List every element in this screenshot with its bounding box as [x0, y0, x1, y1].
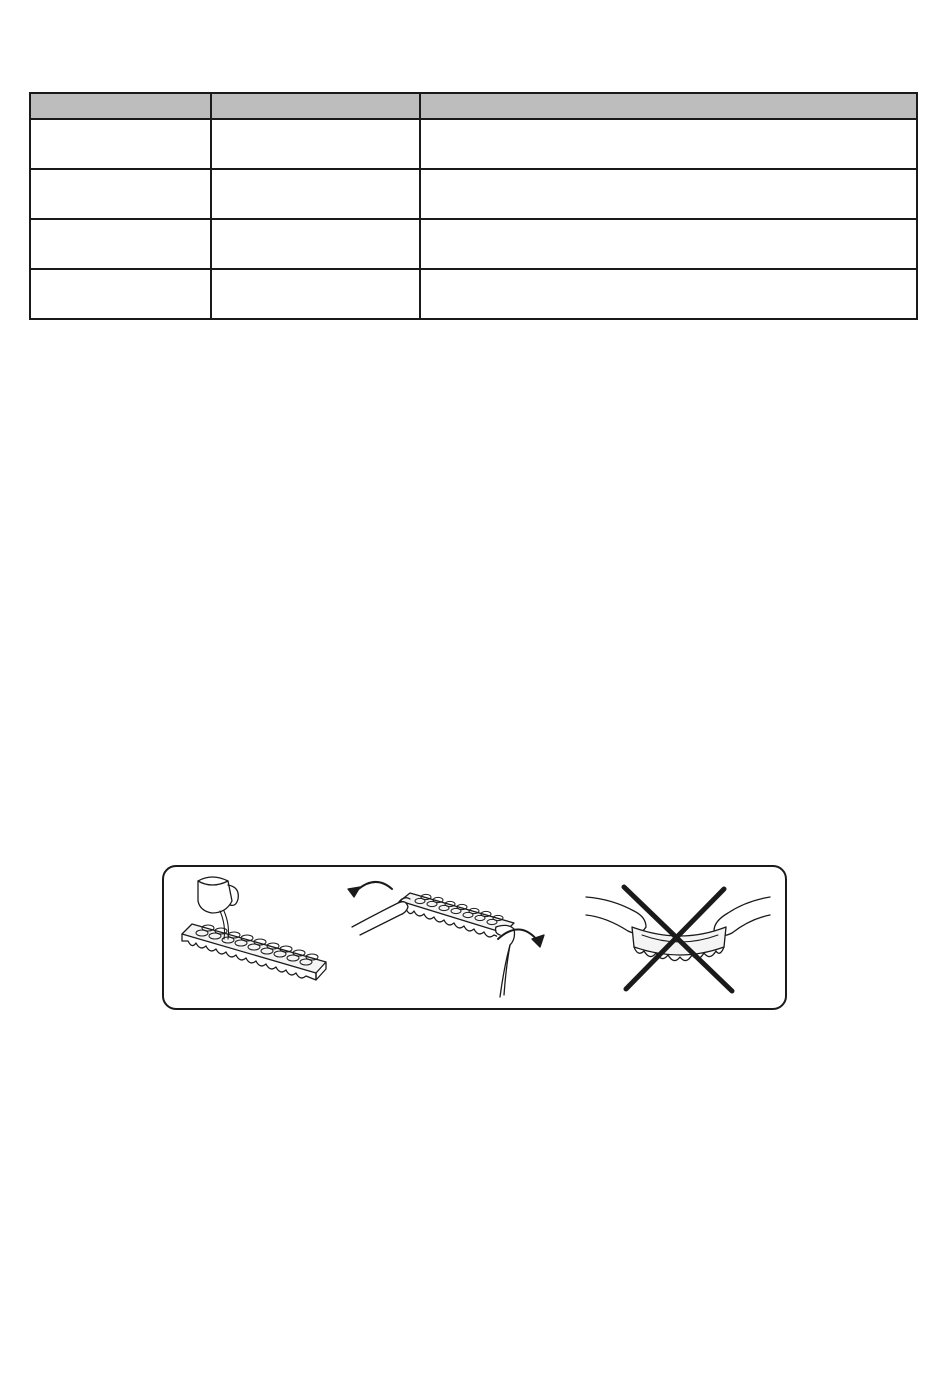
- table-cell: [30, 119, 211, 169]
- table-header-cell: [420, 93, 917, 119]
- table-cell: [30, 219, 211, 269]
- table-cell: [211, 219, 420, 269]
- ice-tray-instructions-panel: [162, 865, 787, 1010]
- table-header-row: [30, 93, 917, 119]
- table-header-cell: [211, 93, 420, 119]
- hands-twisting-tray-icon: [344, 867, 554, 1007]
- table-cell: [420, 119, 917, 169]
- table-row: [30, 119, 917, 169]
- crossed-out-bend-icon: [584, 867, 774, 1007]
- table-cell: [211, 169, 420, 219]
- table-row: [30, 219, 917, 269]
- table-header-cell: [30, 93, 211, 119]
- table-cell: [211, 119, 420, 169]
- settings-table: [29, 92, 918, 320]
- table-cell: [211, 269, 420, 319]
- table-row: [30, 169, 917, 219]
- table-row: [30, 269, 917, 319]
- table-cell: [30, 169, 211, 219]
- table-cell: [420, 169, 917, 219]
- water-jug-pouring-icon: [176, 867, 336, 1007]
- table-cell: [420, 269, 917, 319]
- table-cell: [30, 269, 211, 319]
- table-cell: [420, 219, 917, 269]
